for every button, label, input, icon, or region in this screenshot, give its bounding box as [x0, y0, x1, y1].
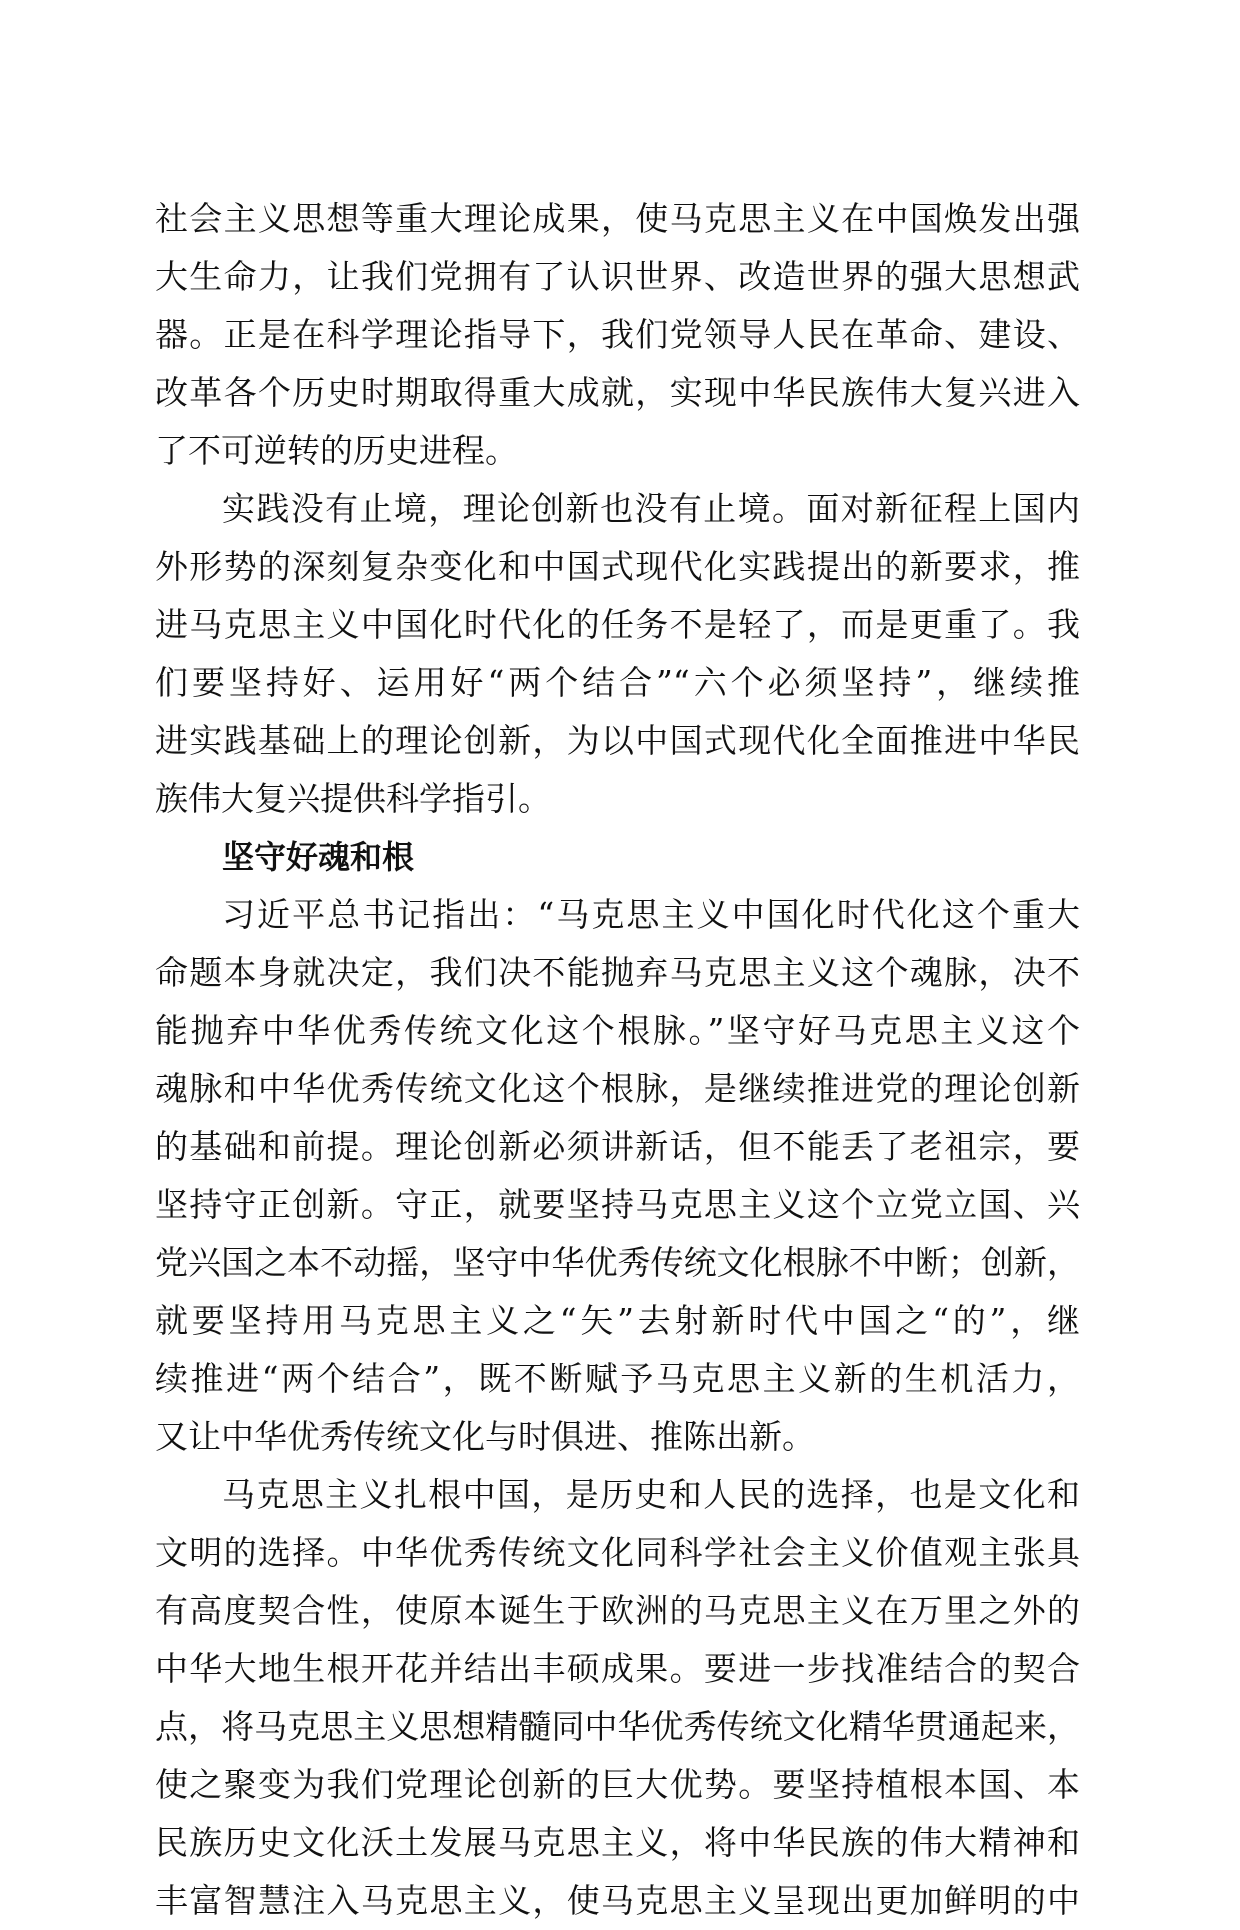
paragraph-line: 坚持守正创新。守正，就要坚持马克思主义这个立党立国、兴 [155, 1185, 1080, 1224]
paragraph-line: 习近平总书记指出：“马克思主义中国化时代化这个重大 [222, 895, 1080, 934]
paragraph-line: 能抛弃中华优秀传统文化这个根脉。”坚守好马克思主义这个 [155, 1011, 1080, 1050]
paragraph-line: 就要坚持用马克思主义之“矢”去射新时代中国之“的”，继 [155, 1301, 1080, 1340]
paragraph-line: 使之聚变为我们党理论创新的巨大优势。要坚持植根本国、本 [155, 1765, 1080, 1804]
paragraph-line: 进马克思主义中国化时代化的任务不是轻了，而是更重了。我 [155, 605, 1080, 644]
section-heading: 坚守好魂和根 [222, 838, 415, 876]
paragraph-line: 改革各个历史时期取得重大成就，实现中华民族伟大复兴进入 [155, 373, 1080, 412]
paragraph-line: 器。正是在科学理论指导下，我们党领导人民在革命、建设、 [155, 315, 1080, 354]
paragraph-line: 命题本身就决定，我们决不能抛弃马克思主义这个魂脉，决不 [155, 953, 1080, 992]
document-body [155, 190, 1080, 1930]
paragraph [155, 1466, 1080, 1930]
paragraph-line: 点，将马克思主义思想精髓同中华优秀传统文化精华贯通起来， [155, 1707, 1080, 1746]
paragraph-line: 续推进“两个结合”，既不断赋予马克思主义新的生机活力， [155, 1359, 1080, 1398]
paragraph-line: 进实践基础上的理论创新，为以中国式现代化全面推进中华民 [155, 721, 1080, 760]
paragraph-line: 党兴国之本不动摇，坚守中华优秀传统文化根脉不中断；创新， [155, 1243, 1080, 1282]
paragraph-line: 的基础和前提。理论创新必须讲新话，但不能丢了老祖宗，要 [155, 1127, 1080, 1166]
paragraph-line: 了不可逆转的历史进程。 [155, 431, 518, 470]
paragraph-line: 实践没有止境，理论创新也没有止境。面对新征程上国内 [222, 489, 1080, 528]
paragraph [155, 190, 1080, 480]
paragraph-line: 大生命力，让我们党拥有了认识世界、改造世界的强大思想武 [155, 257, 1080, 296]
paragraph [155, 480, 1080, 828]
paragraph-line: 有高度契合性，使原本诞生于欧洲的马克思主义在万里之外的 [155, 1591, 1080, 1630]
paragraph [155, 886, 1080, 1466]
paragraph-line: 社会主义思想等重大理论成果，使马克思主义在中国焕发出强 [155, 199, 1080, 238]
paragraph-line: 丰富智慧注入马克思主义，使马克思主义呈现出更加鲜明的中 [155, 1881, 1080, 1920]
paragraph-line: 外形势的深刻复杂变化和中国式现代化实践提出的新要求，推 [155, 547, 1080, 586]
paragraph-line: 文明的选择。中华优秀传统文化同科学社会主义价值观主张具 [155, 1533, 1080, 1572]
paragraph-line: 民族历史文化沃土发展马克思主义，将中华民族的伟大精神和 [155, 1823, 1080, 1862]
paragraph-line: 魂脉和中华优秀传统文化这个根脉，是继续推进党的理论创新 [155, 1069, 1080, 1108]
paragraph-line: 族伟大复兴提供科学指引。 [155, 779, 551, 818]
paragraph-line: 又让中华优秀传统文化与时俱进、推陈出新。 [155, 1417, 815, 1456]
paragraph-line: 们要坚持好、运用好“两个结合”“六个必须坚持”，继续推 [155, 663, 1080, 702]
paragraph-line: 马克思主义扎根中国，是历史和人民的选择，也是文化和 [222, 1475, 1080, 1514]
paragraph-line: 中华大地生根开花并结出丰硕成果。要进一步找准结合的契合 [155, 1649, 1080, 1688]
